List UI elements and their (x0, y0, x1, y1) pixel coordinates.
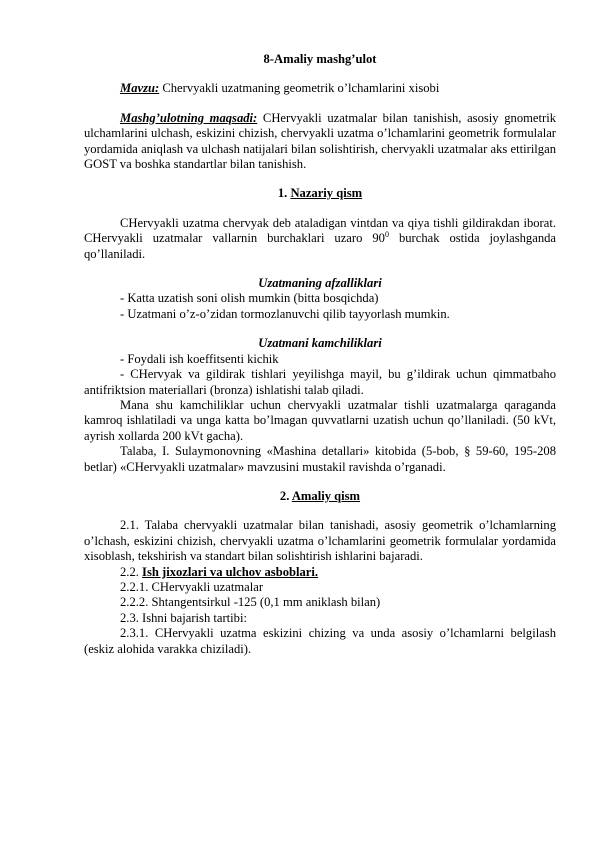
section-2-heading (84, 489, 556, 504)
disadvantage-item: - CHervyak va gildirak tishlari yeyilishga mayil, bu g’ildirak uchun qimmatbaho antifriktsion materiallari (bronza) ishlatishi talab qiladi. (84, 367, 556, 397)
step-2-2-number: 2.2. (120, 564, 143, 579)
advantage-item: - Katta uzatish soni olish mumkin (bitta bosqichda) (120, 291, 379, 306)
reference-paragraph: Talaba, I. Sulaymonovning «Mashina detallari» kitobida (5-bob, § 59-60, 195-208 betlar) «CHervyakli uzatmalar» mavzusini mustakil ravishda o’rganadi. (84, 444, 556, 474)
section-1-title: Nazariy qism (290, 186, 363, 201)
topic-paragraph (84, 81, 556, 96)
topic-label: Mavzu: (120, 81, 160, 96)
disadvantages-heading: Uzatmani kamchiliklari (258, 336, 382, 351)
usage-paragraph: Mana shu kamchiliklar uchun chervyakli uzatmalar tishli uzatmalarga qaraganda kamroq ishlatiladi va unga katta bo’lmagan quvvatlarni uzatish uchun qo’llaniladi. (50 kVt, ayrish xollarda 200 kVt gacha). (84, 397, 556, 443)
intro-paragraph (84, 216, 556, 262)
disadvantage-item: - Foydali ish koeffitsenti kichik (120, 351, 279, 366)
document-page (84, 52, 556, 657)
intro-text-after: burchak ostida joylashganda qo’llaniladi. (84, 231, 556, 261)
intro-text-before: CHervyakli uzatma chervyak deb ataladigan vintdan va qiya tishli gildirakdan iborat. CHervyakli uzatmalar vallarnin burchaklari uzaro 90 (84, 215, 556, 246)
page-title: 8-Amaliy mashg’ulot (263, 52, 377, 66)
topic-text: Chervyakli uzatmaning geometrik o’lchamlarini xisobi (159, 81, 440, 96)
goal-paragraph (84, 111, 556, 173)
section-1-number: 1. (277, 186, 291, 201)
goal-text: CHervyakli uzatmalar bilan tanishish, asosiy gnometrik ulchamlarini ulchash, eskizini chizish, chervyakli uzatma o’lchamlarini geometrik formulalar yordamida aniqlash va ulchash natijalari bilan solishtirish, chervyakli uzatmalar aks ettirilgan GOST va boshka standartlar bilan tanishish. (84, 110, 557, 172)
step-2-2-1: 2.2.1. CHervyakli uzatmalar (120, 579, 264, 594)
goal-label: Mashg’ulotning maqsadi: (120, 110, 258, 125)
step-2-2-2: 2.2.2. Shtangentsirkul -125 (0,1 mm aniklash bilan) (120, 595, 381, 610)
step-2-2-title: Ish jixozlari va ulchov asboblari. (142, 564, 319, 579)
section-2-title: Amaliy qism (291, 488, 361, 503)
section-2-number: 2. (279, 488, 292, 503)
advantage-item: - Uzatmani o’z-o’zidan tormozlanuvchi qilib tayyorlash mumkin. (120, 306, 450, 321)
step-2-2 (84, 565, 556, 580)
step-2-3-1: 2.3.1. CHervyakli uzatma eskizini chizing va unda asosiy o’lchamlarni belgilash (eskiz alohida varakka chiziladi). (84, 626, 556, 656)
degree-superscript: 0 (384, 230, 389, 240)
advantages-heading: Uzatmaning afzalliklari (258, 276, 382, 291)
step-2-3: 2.3. Ishni bajarish tartibi: (120, 610, 247, 625)
section-1-heading (84, 186, 556, 201)
step-2-1: 2.1. Talaba chervyakli uzatmalar bilan tanishadi, asosiy geometrik o’lchamlarning o’lchash, eskizini chizish, chervyakli uzatma o’lchamlarini geometrik formulalar yordamida xisoblash, tekshirish va standart bilan solishtirish ishlarini bajaradi. (84, 518, 556, 564)
